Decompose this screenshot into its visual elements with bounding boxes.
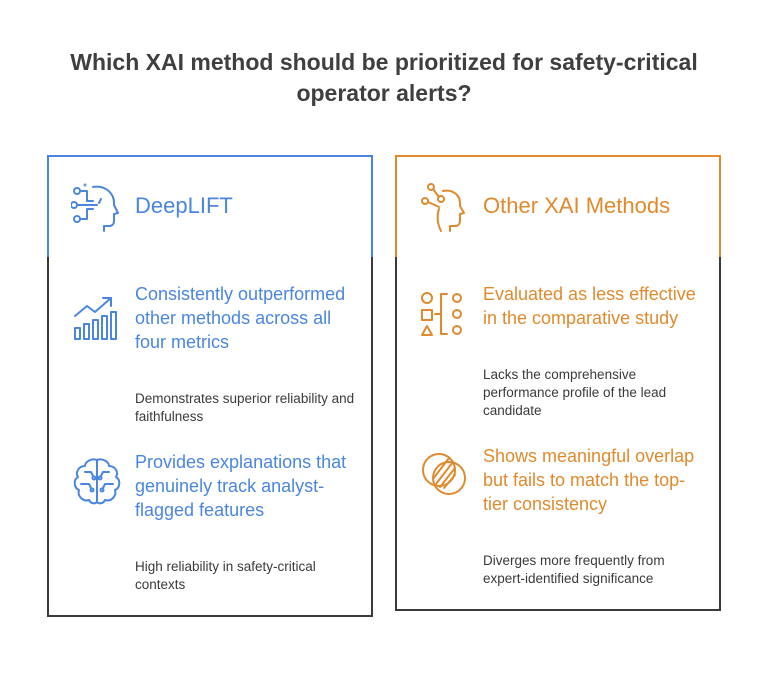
deeplift-item-2-heading: Provides explanations that genuinely track analyst-flagged features [135, 452, 347, 520]
title-line-1: Which XAI method should be prioritized for safety-critical [70, 49, 698, 75]
other-xai-header [395, 155, 721, 259]
deeplift-item-1-heading: Consistently outperformed other methods across all four metrics [135, 284, 346, 352]
growth-chart-icon [71, 290, 123, 342]
head-thought-icon [419, 181, 467, 233]
deeplift-item-2-desc: High reliability in safety-critical contexts [135, 559, 316, 592]
deeplift-item-1-desc: Demonstrates superior reliability and faithfulness [135, 391, 355, 424]
page-title [40, 47, 728, 109]
deeplift-body [47, 257, 373, 617]
shapes-comparison-icon [419, 288, 471, 340]
overlap-circles-icon [419, 448, 471, 500]
other-xai-item-2-heading: Shows meaningful overlap but fails to match the top-tier consistency [483, 446, 695, 514]
other-xai-item-1-desc: Lacks the comprehensive performance profile of the lead candidate [483, 367, 667, 418]
other-xai-item-2-desc: Diverges more frequently from expert-identified significance [483, 553, 665, 586]
brain-circuit-icon [71, 456, 123, 508]
title-line-2: operator alerts? [296, 80, 472, 106]
other-xai-body [395, 257, 721, 611]
deeplift-title: DeepLIFT [135, 193, 233, 218]
other-xai-item-1-heading: Evaluated as less effective in the comparative study [483, 284, 696, 328]
ai-head-icon [71, 181, 119, 233]
deeplift-header [47, 155, 373, 259]
other-xai-title: Other XAI Methods [483, 193, 671, 218]
